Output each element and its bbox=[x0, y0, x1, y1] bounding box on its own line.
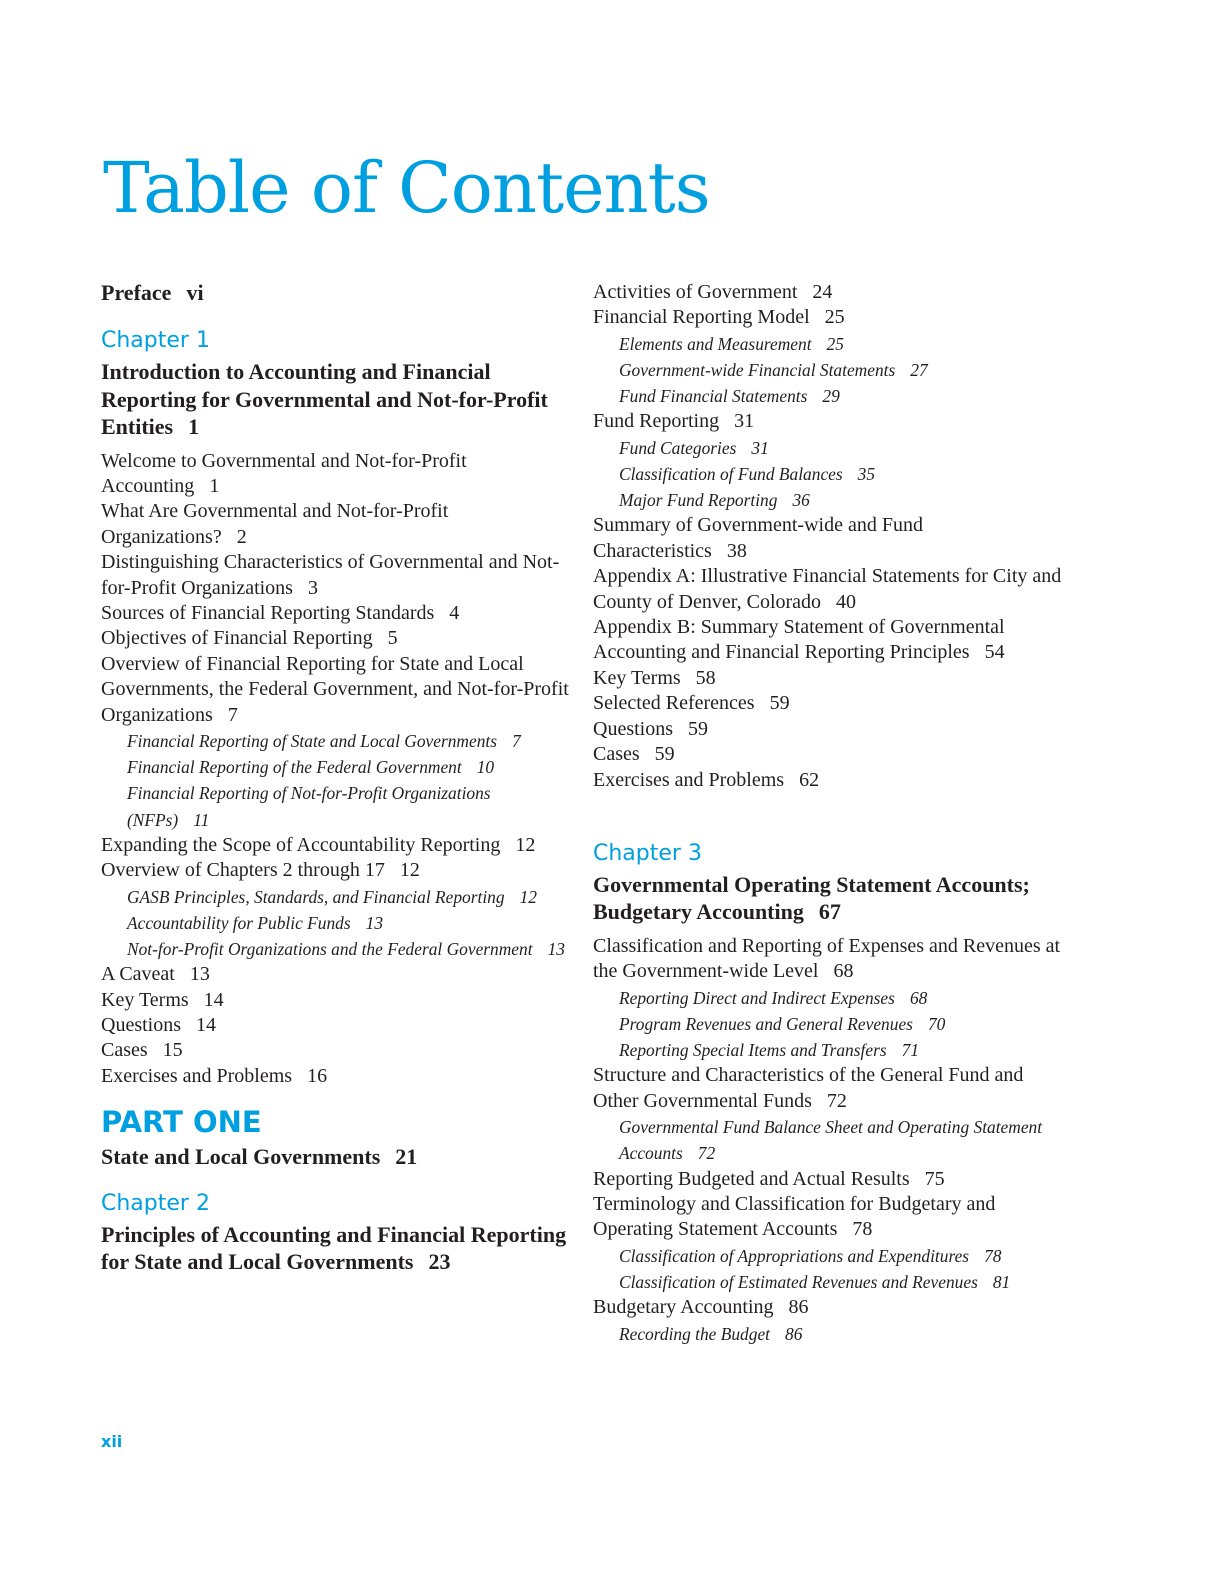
toc-entry-text: Exercises and Problems bbox=[593, 768, 785, 791]
toc-entry-text: GASB Principles, Standards, and Financial Reporting bbox=[127, 886, 505, 907]
toc-entry-page: 71 bbox=[901, 1040, 920, 1061]
toc-subentry[interactable] bbox=[593, 1321, 1063, 1347]
toc-entry-text: Recording the Budget bbox=[619, 1323, 770, 1344]
page-title: Table of Contents bbox=[103, 147, 710, 229]
toc-entry-text: Selected References bbox=[593, 692, 755, 715]
toc-entry-text: Classification of Estimated Revenues and Revenues bbox=[619, 1271, 978, 1292]
toc-subentry[interactable] bbox=[101, 936, 571, 962]
toc-entry-page: 59 bbox=[769, 692, 790, 715]
toc-entry-page: 75 bbox=[924, 1167, 945, 1190]
toc-entry-text: Fund Categories bbox=[619, 437, 737, 458]
toc-subentry[interactable] bbox=[593, 1037, 1063, 1063]
toc-entry-text: Cases bbox=[101, 1039, 148, 1062]
toc-entry-text: Distinguishing Characteristics of Governmental and Not-for-Profit Organizations bbox=[101, 551, 560, 599]
toc-entry[interactable] bbox=[593, 717, 1063, 742]
toc-entry-page: 72 bbox=[697, 1143, 716, 1164]
chapter-1-entries bbox=[101, 449, 571, 1090]
toc-entry-text: Program Revenues and General Revenues bbox=[619, 1013, 913, 1034]
toc-entry-text: Cases bbox=[593, 743, 640, 766]
right-column bbox=[593, 280, 1063, 1347]
toc-subentry[interactable] bbox=[593, 985, 1063, 1011]
toc-entry-text: Exercises and Problems bbox=[101, 1064, 293, 1087]
toc-entry-page: 16 bbox=[307, 1064, 328, 1087]
chapter-3-page: 67 bbox=[818, 899, 841, 925]
toc-entry-page: 78 bbox=[852, 1218, 873, 1241]
toc-entry-page: 11 bbox=[193, 809, 210, 830]
preface-page: vi bbox=[186, 280, 204, 305]
toc-entry-page: 86 bbox=[785, 1323, 803, 1344]
toc-entry-page: 68 bbox=[833, 960, 854, 983]
chapter-3-label: Chapter 3 bbox=[593, 840, 702, 866]
toc-entry-text: Objectives of Financial Reporting bbox=[101, 627, 373, 650]
toc-entry[interactable] bbox=[593, 768, 1063, 793]
toc-entry-page: 4 bbox=[449, 601, 460, 624]
chapter-1-label: Chapter 1 bbox=[101, 328, 210, 353]
toc-entry-page: 5 bbox=[387, 627, 398, 650]
toc-entry-text: Reporting Special Items and Transfers bbox=[619, 1040, 887, 1061]
toc-entry-text: Governmental Fund Balance Sheet and Operating Statement Accounts bbox=[619, 1117, 1043, 1164]
toc-entry-text: Expanding the Scope of Accountability Reporting bbox=[101, 833, 501, 856]
toc-entry-text: Classification of Appropriations and Expenditures bbox=[619, 1245, 970, 1266]
toc-entry[interactable] bbox=[593, 280, 1063, 305]
chapter-2-entries bbox=[593, 280, 1063, 793]
part-one-title[interactable]: State and Local Governments 21 bbox=[101, 1144, 418, 1170]
toc-entry[interactable] bbox=[593, 1063, 1063, 1114]
toc-entry-page: 13 bbox=[365, 912, 384, 933]
part-one-label: PART ONE bbox=[101, 1105, 262, 1140]
toc-entry-text: Financial Reporting of Not-for-Profit Organizations (NFPs) bbox=[127, 783, 491, 830]
toc-entry[interactable] bbox=[101, 833, 571, 858]
toc-entry-page: 15 bbox=[162, 1039, 183, 1062]
toc-entry[interactable] bbox=[101, 858, 571, 883]
toc-entry-page: 27 bbox=[910, 360, 928, 381]
toc-entry-text: Elements and Measurement bbox=[619, 333, 812, 354]
toc-entry-page: 24 bbox=[812, 281, 833, 303]
toc-entry[interactable] bbox=[101, 1038, 571, 1063]
toc-entry[interactable] bbox=[593, 615, 1063, 666]
toc-entry[interactable] bbox=[101, 499, 571, 550]
toc-entry-text: Fund Financial Statements bbox=[619, 386, 808, 407]
chapter-3-title[interactable]: Governmental Operating Statement Accounts; Budgetary Accounting 67 bbox=[593, 871, 1030, 925]
chapter-3-entries bbox=[593, 934, 1063, 1347]
toc-entry-page: 86 bbox=[788, 1296, 809, 1319]
toc-entry-page: 10 bbox=[476, 757, 495, 778]
toc-entry[interactable] bbox=[101, 652, 571, 728]
toc-entry[interactable] bbox=[593, 742, 1063, 767]
toc-entry-page: 36 bbox=[792, 490, 810, 511]
toc-entry-text: Overview of Financial Reporting for State and Local Governments, the Federal Government, and Not-for-Profit Organizations bbox=[101, 652, 569, 726]
toc-entry-text: Major Fund Reporting bbox=[619, 490, 778, 511]
toc-entry-text: Questions bbox=[593, 717, 673, 740]
toc-entry-text: Budgetary Accounting bbox=[593, 1296, 774, 1319]
toc-entry-page: 13 bbox=[547, 939, 565, 959]
toc-entry[interactable] bbox=[101, 1013, 571, 1038]
toc-entry-text: Not-for-Profit Organizations and the Federal Government bbox=[127, 939, 533, 959]
toc-entry-text: Summary of Government-wide and Fund Characteristics bbox=[593, 514, 923, 562]
toc-entry-page: 78 bbox=[984, 1245, 1002, 1266]
toc-subentry[interactable] bbox=[593, 1269, 1063, 1295]
toc-entry-page: 25 bbox=[824, 306, 845, 329]
toc-entry-text: Reporting Direct and Indirect Expenses bbox=[619, 987, 895, 1008]
toc-entry-page: 7 bbox=[511, 730, 521, 751]
toc-entry-page: 13 bbox=[189, 963, 210, 986]
toc-entry[interactable] bbox=[101, 550, 571, 601]
toc-subentry[interactable] bbox=[101, 728, 571, 754]
toc-entry-page: 58 bbox=[695, 666, 716, 689]
toc-entry-text: Structure and Characteristics of the General Fund and Other Governmental Funds bbox=[593, 1064, 1024, 1112]
toc-entry-page: 3 bbox=[307, 576, 318, 599]
toc-subentry[interactable] bbox=[593, 1243, 1063, 1269]
preface-label: Preface bbox=[101, 280, 172, 305]
toc-entry-text: Financial Reporting Model bbox=[593, 306, 810, 329]
toc-entry-text: Reporting Budgeted and Actual Results bbox=[593, 1167, 910, 1190]
toc-entry-text: Key Terms bbox=[101, 988, 189, 1011]
left-column bbox=[101, 280, 571, 1284]
toc-entry-page: 12 bbox=[519, 886, 537, 907]
toc-entry[interactable] bbox=[593, 1167, 1063, 1192]
toc-entry-page: 31 bbox=[734, 410, 755, 433]
toc-entry-page: 81 bbox=[992, 1271, 1011, 1292]
toc-entry-page: 70 bbox=[927, 1013, 946, 1034]
chapter-2-page: 23 bbox=[428, 1249, 451, 1275]
toc-entry[interactable] bbox=[593, 934, 1063, 985]
toc-entry-text: Welcome to Governmental and Not-for-Profit Accounting bbox=[101, 449, 467, 497]
toc-entry-text: Overview of Chapters 2 through 17 bbox=[101, 859, 385, 882]
toc-entry-page: 54 bbox=[984, 641, 1005, 664]
part-one-page: 21 bbox=[395, 1144, 418, 1170]
toc-entry-page: 38 bbox=[726, 539, 747, 562]
toc-entry-text: Financial Reporting of State and Local Governments bbox=[127, 730, 497, 751]
toc-entry-page: 72 bbox=[826, 1089, 847, 1112]
toc-entry[interactable] bbox=[101, 626, 571, 651]
toc-subentry[interactable] bbox=[101, 910, 571, 936]
toc-entry-page: 62 bbox=[799, 768, 820, 791]
toc-entry[interactable] bbox=[593, 305, 1063, 330]
toc-entry-page: 2 bbox=[236, 525, 247, 548]
toc-entry-page: 7 bbox=[227, 703, 238, 726]
toc-subentry[interactable] bbox=[593, 435, 1063, 461]
toc-subentry[interactable] bbox=[593, 1114, 1063, 1166]
toc-subentry[interactable] bbox=[593, 383, 1063, 409]
toc-entry[interactable] bbox=[593, 513, 1063, 564]
toc-entry[interactable] bbox=[593, 666, 1063, 691]
toc-entry-page: 59 bbox=[688, 717, 708, 740]
toc-entry[interactable] bbox=[593, 1295, 1063, 1320]
toc-entry-page: 29 bbox=[822, 386, 840, 407]
toc-entry-page: 35 bbox=[857, 464, 876, 485]
toc-entry-text: Accountability for Public Funds bbox=[127, 912, 351, 933]
toc-entry[interactable] bbox=[101, 601, 571, 626]
toc-entry-page: 31 bbox=[751, 437, 769, 458]
preface-entry[interactable] bbox=[101, 280, 571, 306]
toc-entry-text: Fund Reporting bbox=[593, 410, 720, 433]
toc-entry-page: 25 bbox=[826, 333, 844, 354]
toc-subentry[interactable] bbox=[593, 1011, 1063, 1037]
toc-entry-page: 68 bbox=[909, 987, 928, 1008]
page-number: xii bbox=[101, 1432, 123, 1451]
toc-entry[interactable] bbox=[101, 988, 571, 1013]
chapter-1-title[interactable]: Introduction to Accounting and Financial Reporting for Governmental and Not-for-Profit Entities 1 bbox=[101, 359, 548, 439]
toc-entry[interactable] bbox=[593, 1192, 1063, 1243]
toc-entry-page: 59 bbox=[654, 743, 675, 766]
toc-entry-text: Classification of Fund Balances bbox=[619, 464, 843, 485]
toc-subentry[interactable] bbox=[593, 357, 1063, 383]
toc-entry-text: Sources of Financial Reporting Standards bbox=[101, 601, 435, 624]
toc-subentry[interactable] bbox=[593, 461, 1063, 487]
toc-entry-text: Classification and Reporting of Expenses and Revenues at the Government-wide Level bbox=[593, 934, 1061, 983]
toc-entry-page: 14 bbox=[203, 988, 224, 1011]
toc-entry[interactable] bbox=[593, 564, 1063, 615]
toc-entry-text: Key Terms bbox=[593, 666, 681, 689]
toc-entry-page: 12 bbox=[399, 859, 420, 882]
toc-entry[interactable] bbox=[101, 962, 571, 987]
toc-entry-text: Terminology and Classification for Budgetary and Operating Statement Accounts bbox=[593, 1192, 996, 1241]
toc-entry-page: 14 bbox=[196, 1014, 216, 1037]
toc-entry[interactable] bbox=[593, 691, 1063, 716]
toc-subentry[interactable] bbox=[593, 487, 1063, 513]
toc-entry[interactable] bbox=[101, 1064, 571, 1089]
toc-subentry[interactable] bbox=[593, 331, 1063, 357]
toc-subentry[interactable] bbox=[101, 780, 571, 832]
toc-entry-page: 40 bbox=[836, 590, 857, 613]
toc-entry-text: Financial Reporting of the Federal Government bbox=[127, 757, 462, 778]
toc-entry-text: What Are Governmental and Not-for-Profit Organizations? bbox=[101, 500, 449, 548]
toc-entry-text: Appendix B: Summary Statement of Governmental Accounting and Financial Reporting Principles bbox=[593, 616, 1005, 664]
toc-subentry[interactable] bbox=[101, 884, 571, 910]
toc-entry-text: Government-wide Financial Statements bbox=[619, 360, 896, 381]
toc-entry[interactable] bbox=[593, 409, 1063, 434]
toc-subentry[interactable] bbox=[101, 754, 571, 780]
toc-entry-page: 12 bbox=[515, 833, 536, 856]
chapter-2-title[interactable]: Principles of Accounting and Financial Reporting for State and Local Governments 23 bbox=[101, 1221, 567, 1275]
toc-entry-text: A Caveat bbox=[101, 963, 175, 986]
toc-entry[interactable] bbox=[101, 449, 571, 500]
chapter-1-page: 1 bbox=[188, 414, 200, 439]
toc-entry-text: Appendix A: Illustrative Financial Statements for City and County of Denver, Colorado bbox=[593, 565, 1062, 613]
chapter-2-label: Chapter 2 bbox=[101, 1190, 210, 1216]
toc-entry-page: 1 bbox=[209, 474, 220, 497]
toc-entry-text: Activities of Government bbox=[593, 281, 798, 303]
toc-entry-text: Questions bbox=[101, 1014, 181, 1037]
